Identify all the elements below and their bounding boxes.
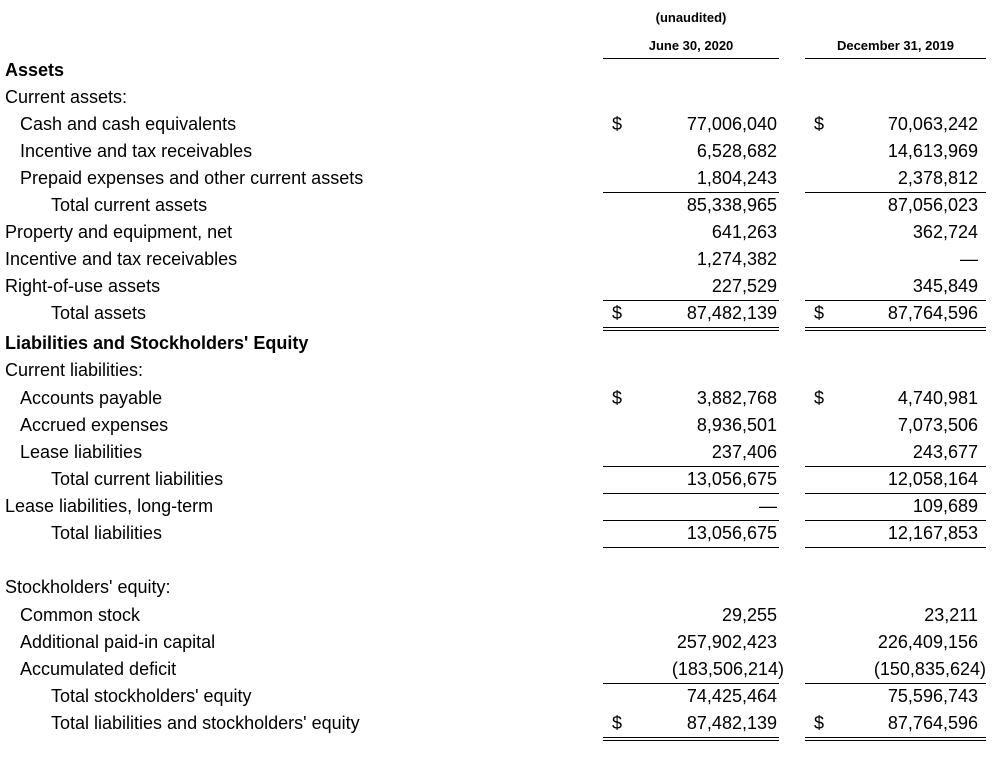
column-header-december-2019: December 31, 2019 [836,38,955,53]
value-cell: 7,073,506 [897,415,978,435]
row-label: Total liabilities [51,523,163,543]
subtotal-rule [603,520,779,521]
row-label: Common stock [20,605,141,625]
subtotal-rule [805,300,986,301]
value-cell: — [759,496,777,516]
value-cell: (150,835,624) [873,659,986,679]
subtotal-rule [603,683,779,684]
table-row [0,192,1008,219]
value-cell: 75,596,743 [887,686,978,706]
dollar-sign: $ [814,713,825,733]
value-cell: 87,482,139 [686,303,777,323]
dollar-sign: $ [612,303,623,323]
value-cell: 87,056,023 [887,195,978,215]
value-cell: 1,274,382 [696,249,777,269]
table-row [0,357,1008,384]
table-row [0,165,1008,192]
total-double-rule [603,327,779,331]
value-cell: 1,804,243 [696,168,777,188]
value-cell: 29,255 [721,605,777,625]
row-label: Prepaid expenses and other current assets [20,168,364,188]
row-label: Additional paid-in capital [20,632,216,652]
value-cell: 2,378,812 [897,168,978,188]
row-label: Stockholders' equity: [5,577,171,597]
total-double-rule [805,327,986,331]
subtotal-rule [805,466,986,467]
row-label: Current liabilities: [5,360,144,380]
table-row [0,439,1008,466]
section-heading-assets: Assets [5,60,65,80]
dollar-sign: $ [814,303,825,323]
row-label: Current assets: [5,87,128,107]
value-cell: — [960,249,978,269]
value-cell: (183,506,214) [671,659,784,679]
table-row [0,656,1008,683]
subtotal-rule [603,547,779,548]
table-row [0,629,1008,656]
table-row [0,493,1008,520]
subtotal-rule [805,683,986,684]
subtotal-rule [603,493,779,494]
value-cell: 12,058,164 [887,469,978,489]
table-row [0,57,1008,84]
row-label: Total stockholders' equity [51,686,252,706]
value-cell: 87,764,596 [887,303,978,323]
table-row [0,385,1008,412]
unaudited-note: (unaudited) [655,10,727,25]
row-label: Incentive and tax receivables [5,249,238,269]
value-cell: 70,063,242 [887,114,978,134]
row-label: Total current liabilities [51,469,224,489]
row-label: Total liabilities and stockholders' equity [51,713,360,733]
row-label: Right-of-use assets [5,276,161,296]
value-cell: 227,529 [711,276,777,296]
subtotal-rule [603,300,779,301]
subtotal-rule [805,192,986,193]
value-cell: 87,764,596 [887,713,978,733]
table-row [0,84,1008,111]
row-label: Total assets [51,303,147,323]
table-row [0,300,1008,327]
table-row [0,412,1008,439]
total-double-rule [805,737,986,741]
value-cell: 257,902,423 [676,632,777,652]
dollar-sign: $ [612,388,623,408]
subtotal-rule [805,493,986,494]
table-row [0,683,1008,710]
value-cell: 237,406 [711,442,777,462]
table-row [0,273,1008,300]
value-cell: 85,338,965 [686,195,777,215]
value-cell: 13,056,675 [686,523,777,543]
dollar-sign: $ [612,114,623,134]
row-label: Total current assets [51,195,208,215]
value-cell: 14,613,969 [887,141,978,161]
row-label: Property and equipment, net [5,222,233,242]
table-row [0,330,1008,357]
value-cell: 12,167,853 [887,523,978,543]
dollar-sign: $ [814,114,825,134]
value-cell: 109,689 [912,496,978,516]
value-cell: 641,263 [711,222,777,242]
row-label: Lease liabilities [20,442,143,462]
table-row [0,710,1008,737]
total-double-rule [603,737,779,741]
value-cell: 243,677 [912,442,978,462]
value-cell: 6,528,682 [696,141,777,161]
table-row [0,520,1008,547]
subtotal-rule [805,547,986,548]
value-cell: 4,740,981 [897,388,978,408]
value-cell: 3,882,768 [696,388,777,408]
dollar-sign: $ [814,388,825,408]
row-label: Incentive and tax receivables [20,141,253,161]
subtotal-rule [603,192,779,193]
value-cell: 13,056,675 [686,469,777,489]
value-cell: 87,482,139 [686,713,777,733]
table-row [0,602,1008,629]
table-row [0,246,1008,273]
table-row [0,111,1008,138]
value-cell: 74,425,464 [686,686,777,706]
value-cell: 8,936,501 [696,415,777,435]
section-heading-liabilities-equity: Liabilities and Stockholders' Equity [5,333,309,353]
row-label: Accounts payable [20,388,163,408]
value-cell: 362,724 [912,222,978,242]
dollar-sign: $ [612,713,623,733]
row-label: Cash and cash equivalents [20,114,237,134]
value-cell: 345,849 [912,276,978,296]
table-row [0,138,1008,165]
row-label: Accrued expenses [20,415,169,435]
table-row [0,466,1008,493]
table-row [0,574,1008,601]
value-cell: 77,006,040 [686,114,777,134]
table-row [0,219,1008,246]
subtotal-rule [603,466,779,467]
value-cell: 226,409,156 [877,632,978,652]
column-header-june-2020: June 30, 2020 [648,38,734,53]
subtotal-rule [805,520,986,521]
row-label: Accumulated deficit [20,659,177,679]
value-cell: 23,211 [924,605,978,625]
row-label: Lease liabilities, long-term [5,496,214,516]
